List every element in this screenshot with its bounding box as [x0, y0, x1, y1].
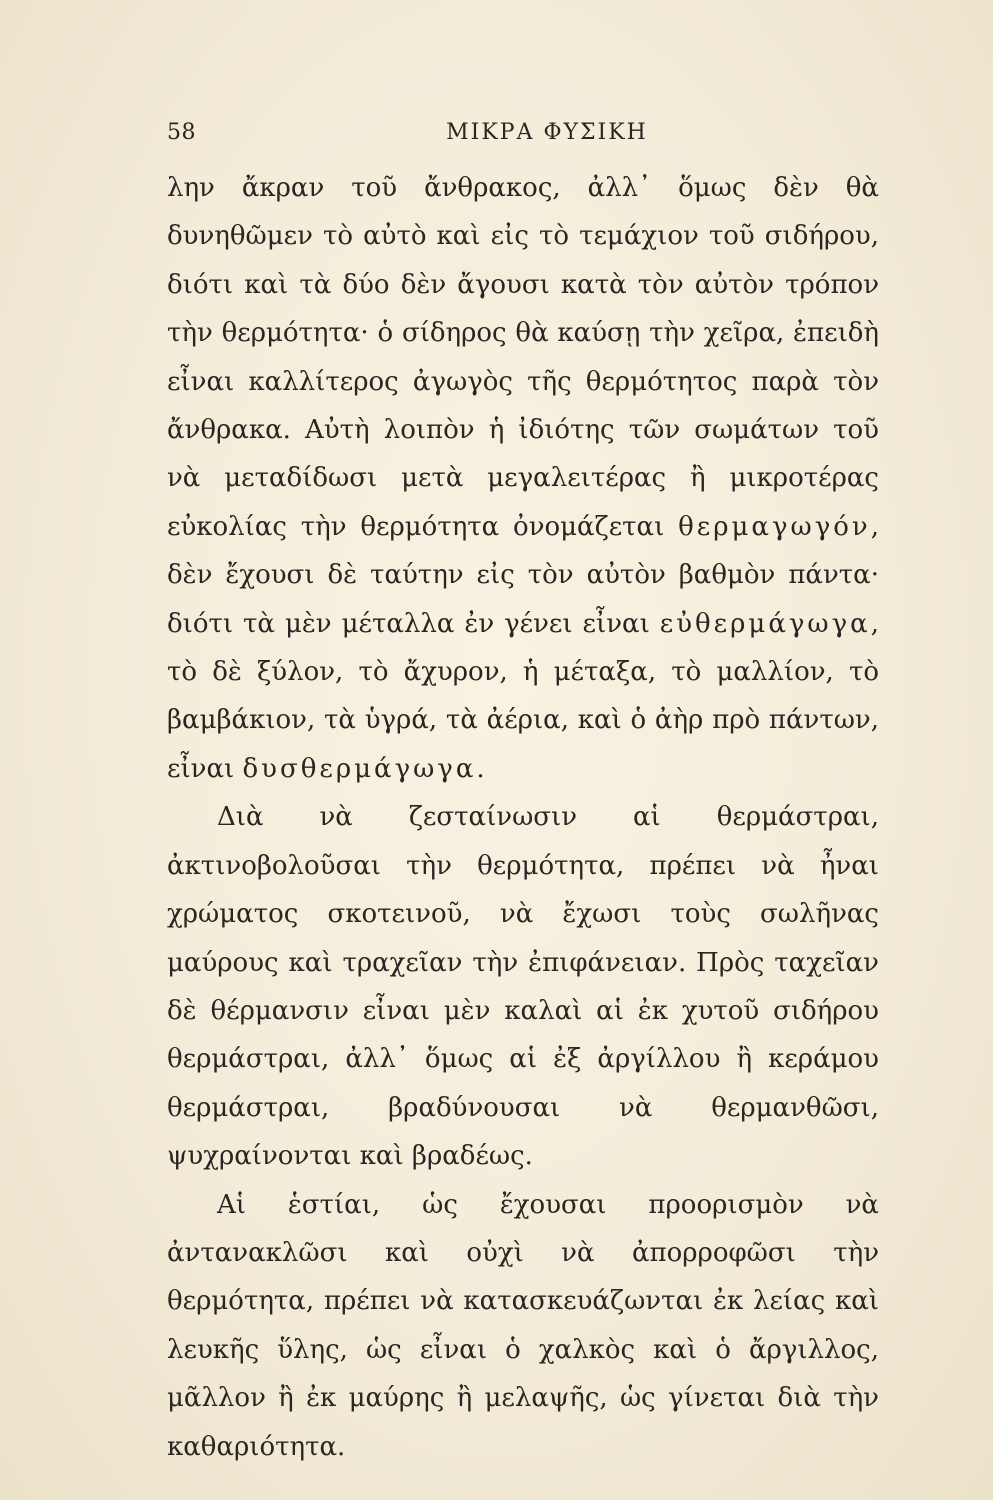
running-title: ΜΙΚΡΑ ΦΥΣΙΚΗ — [446, 120, 648, 145]
spaced-term-thermagogon: θερμαγωγόν — [678, 511, 871, 542]
body-text — [167, 164, 879, 1471]
text-segment: , δὲν ἔχουσι δὲ ταύτην εἰς τὸν αὐτὸν βαθμὸν πάντα· διότι τὰ μὲν μέταλλα ἐν γένει εἶναι — [167, 511, 879, 639]
text-segment: . — [476, 753, 485, 784]
text-segment: λην ἄκραν τοῦ ἄνθρακος, ἀλλ᾽ ὅμως δὲν θὰ δυνηθῶμεν τὸ αὐτὸ καὶ εἰς τὸ τεμάχιον τοῦ σιδήρου, διότι καὶ τὰ δύο δὲν ἄγουσι κατὰ τὸν αὐτὸν τρόπον τὴν θερμότητα· ὁ σίδηρος θὰ καύσῃ τὴν χεῖρα, ἐπειδὴ εἶναι καλλίτερος ἀγωγὸς τῆς θερμότητος παρὰ τὸν ἄνθρακα. Αὐτὴ λοιπὸν ἡ ἰδιότης τῶν σωμάτων τοῦ νὰ μεταδίδωσι μετὰ μεγαλειτέρας ἢ μικροτέρας εὐκολίας τὴν θερμότητα ὀνομάζεται — [167, 173, 879, 542]
page-number: 58 — [167, 120, 196, 145]
paragraph-stoves: Διὰ νὰ ζεσταίνωσιν αἱ θερμάστραι, ἀκτινοβολοῦσαι τὴν θερμότητα, πρέπει νὰ ἦναι χρώματος σκοτεινοῦ, νὰ ἔχωσι τοὺς σωλῆνας μαύρους καὶ τραχεῖαν τὴν ἐπιφάνειαν. Πρὸς ταχεῖαν δὲ θέρμανσιν εἶναι μὲν καλαὶ αἱ ἐκ χυτοῦ σιδήρου θερμάστραι, ἀλλ᾽ ὅμως αἱ ἐξ ἀργίλλου ἢ κεράμου θερμάστραι, βραδύνουσαι νὰ θερμανθῶσι, ψυχραίνονται καὶ βραδέως. — [167, 802, 879, 1172]
paragraph-hearths: Αἱ ἑστίαι, ὡς ἔχουσαι προορισμὸν νὰ ἀντανακλῶσι καὶ οὐχὶ νὰ ἀπορροφῶσι τὴν θερμότητα, πρέπει νὰ κατασκευάζωνται ἐκ λείας καὶ λευκῆς ὕλης, ὡς εἶναι ὁ χαλκὸς καὶ ὁ ἄργιλλος, μᾶλλον ἢ ἐκ μαύρης ἢ μελαψῆς, ὡς γίνεται διὰ τὴν καθαριότητα. — [167, 1189, 879, 1462]
page-header — [167, 120, 879, 150]
text-segment: , τὸ δὲ ξύλον, τὸ ἄχυρον, ἡ μέταξα, τὸ μαλλίον, τὸ βαμβάκιον, τὰ ὑγρά, τὰ ἀέρια, καὶ ὁ ἀὴρ πρὸ πάντων, εἶναι — [167, 608, 879, 784]
spaced-term-eythermagoga: εὐθερμάγωγα — [659, 608, 871, 639]
spaced-term-dysthermagoga: δυσθερμάγωγα — [242, 753, 477, 784]
paragraph-continuation — [167, 164, 879, 793]
